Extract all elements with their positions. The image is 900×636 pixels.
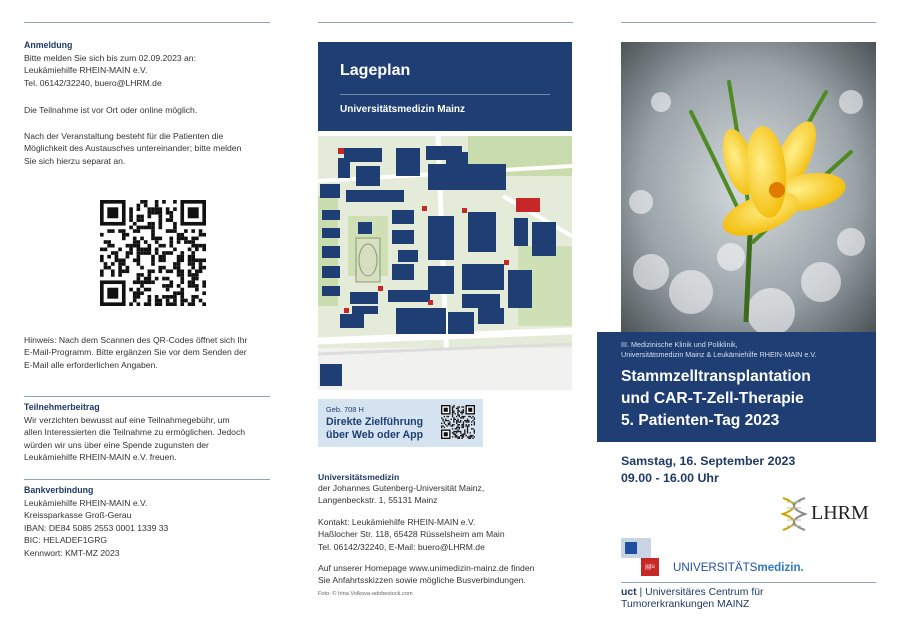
universitaetsmedizin-logo — [621, 538, 876, 578]
wayfinding-box[interactable] — [318, 399, 483, 447]
event-organizers: III. Medizinische Klinik und Poliklinik, Universitätsmedizin Mainz & Leukämiehilfe RHEIN-MAIN e.V. — [621, 340, 817, 359]
event-title-line1: Stammzelltransplantation — [621, 368, 811, 385]
photo-credit: Foto: © Irina Volkova-adobestock.com — [318, 591, 413, 597]
event-date: Samstag, 16. September 2023 — [621, 454, 796, 468]
campus-map-graphic — [318, 136, 572, 390]
map-subtitle: Universitätsmedizin Mainz — [340, 104, 466, 115]
divider-top-col1 — [24, 22, 270, 23]
uct-logo: uct | Universitäres Centrum für Tumorerkrankungen MAINZ — [621, 587, 876, 611]
lhrm-logo-text: LHRM — [811, 502, 869, 524]
lhrm-logo — [779, 496, 879, 532]
wayfinding-qr-icon[interactable] — [441, 405, 475, 439]
crocus-flower-icon — [621, 42, 876, 332]
um-logo-text: UNIVERSITÄTSmedizin. — [673, 561, 804, 574]
jgu-logo-box — [641, 558, 659, 576]
fee-text: Wir verzichten bewusst auf eine Teilnahmegebühr, um allen Interessierten die Teilnahme zu ermöglichen. Jedoch würden wir uns über eine Spende zugunsten der Leukämiehilfe RHEIN-MAIN e.V. freuen. — [24, 415, 246, 463]
divider-uct — [621, 582, 876, 583]
wayfinding-line2: über Web oder App — [326, 429, 424, 441]
participation-text: Die Teilnahme ist vor Ort oder online möglich. — [24, 105, 198, 115]
contact-block: Kontakt: Leukämiehilfe RHEIN-MAIN e.V. Haßlocher Str. 118, 65428 Rüsselsheim am Main Tel. 06142/32240, E-Mail: buero@LHRM.de — [318, 516, 505, 552]
event-time: 09.00 - 16.00 Uhr — [621, 471, 719, 485]
registration-text: Bitte melden Sie sich bis zum 02.09.2023 an: Leukämiehilfe RHEIN-MAIN e.V. Tel. 06142/32240, buero@LHRM.de — [24, 53, 196, 88]
wayfinding-building: Geb. 708 H — [326, 405, 364, 414]
divider-bank — [24, 479, 270, 480]
wayfinding-line1: Direkte Zielführung — [326, 416, 424, 428]
homepage-block: Auf unserer Homepage www.unimedizin-mainz.de finden Sie Anfahrtsskizzen sowie mögliche Busverbindungen. — [318, 563, 535, 586]
dna-helix-icon — [779, 496, 809, 532]
exchange-text: Nach der Veranstaltung besteht für die Patienten die Möglichkeit des Austausches untereinander; bitte melden Sie sich hierzu separat an. — [24, 131, 242, 166]
university-name: Universitätsmedizin — [318, 472, 400, 482]
divider-fee — [24, 396, 270, 397]
jgu-logo-text: jg|u — [645, 564, 655, 570]
divider-top-col3 — [621, 22, 876, 23]
qr-code-icon[interactable] — [100, 200, 206, 306]
event-title-line2: und CAR-T-Zell-Therapie — [621, 390, 804, 407]
bank-details: Leukämiehilfe RHEIN-MAIN e.V. Kreissparkasse Groß-Gerau IBAN: DE84 5085 2553 0001 1339 33 BIC: HELADEF1GRG Kennwort: KMT-MZ 2023 — [24, 498, 169, 558]
fee-heading: Teilnehmerbeitrag — [24, 402, 100, 412]
um-logo-square-blue — [625, 542, 637, 554]
uct-line2: Tumorerkrankungen MAINZ — [621, 599, 750, 610]
map-header — [318, 42, 572, 131]
map-header-rule — [340, 94, 550, 95]
crocus-photo — [621, 42, 876, 332]
registration-heading: Anmeldung — [24, 40, 73, 50]
event-title-line3: 5. Patienten-Tag 2023 — [621, 412, 780, 429]
event-banner — [597, 332, 876, 442]
uct-mark: uct — [621, 587, 637, 598]
map-title: Lageplan — [340, 62, 411, 79]
bank-heading: Bankverbindung — [24, 485, 94, 495]
divider-top-col2 — [318, 22, 573, 23]
qr-hint-text: Hinweis: Nach dem Scannen des QR-Codes öffnet sich Ihr E-Mail-Programm. Bitte ergänzen Sie vor dem Senden der E-Mail alle erforderlichen Angaben. — [24, 335, 248, 370]
university-contact: Universitätsmedizin der Johannes Gutenberg-Universität Mainz, Langenbeckstr. 1, 55131 Mainz Kontakt: Leukämiehilfe RHEIN-MAIN e.V. Haßlocher Str. 118, 65428 Rüsselsheim am Main Tel. 06142/32240, E-Mail: buero@LHRM.de Auf unserer Homepage www.unimedizin-mainz.de finden Sie Anfahrtsskizzen sowie mögliche Busverbindungen. — [318, 472, 573, 587]
campus-map[interactable] — [318, 136, 572, 390]
